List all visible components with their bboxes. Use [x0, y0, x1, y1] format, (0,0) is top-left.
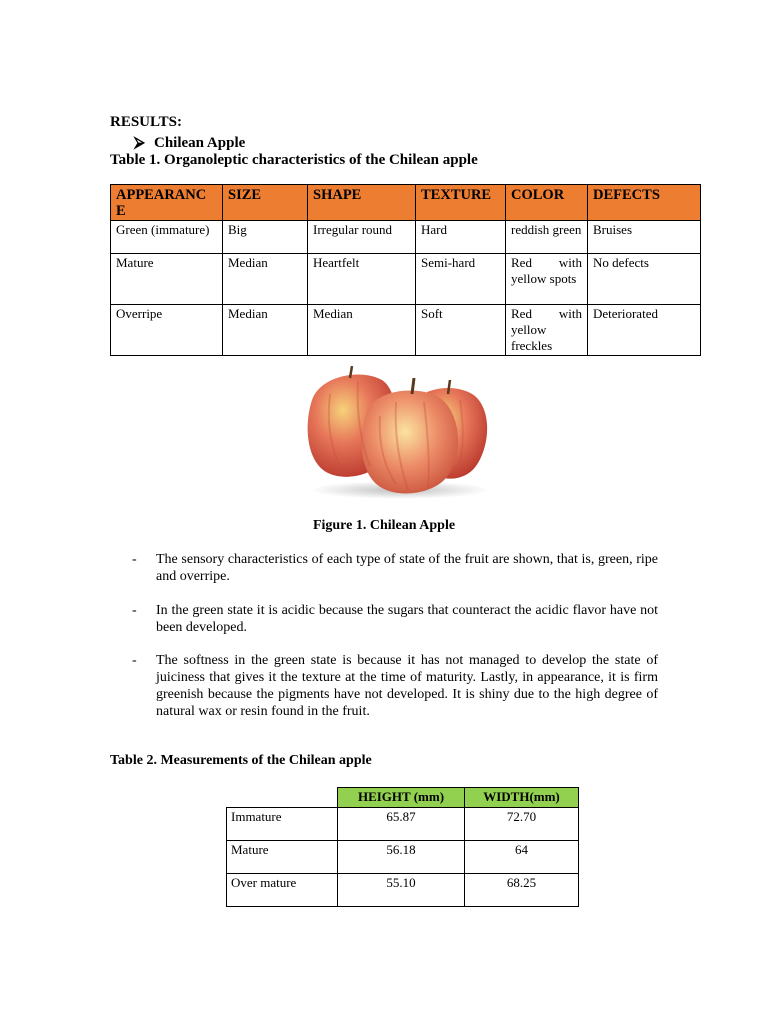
table-row	[227, 808, 579, 841]
table-cell: Median	[223, 305, 308, 356]
table-cell: Semi-hard	[416, 254, 506, 305]
three-apples-image	[300, 366, 492, 500]
table-cell: Big	[223, 221, 308, 254]
paragraph-text: The sensory characteristics of each type of state of the fruit are shown, that is, green, ripe and overripe.	[156, 552, 658, 584]
header-size: SIZE	[223, 185, 308, 221]
measurements-table	[226, 787, 579, 907]
figure-caption: Figure 1. Chilean Apple	[312, 518, 456, 533]
table-cell: Red with yellow spots	[506, 254, 588, 305]
dash-bullet: -	[132, 653, 137, 668]
height-value: 65.87	[338, 808, 465, 841]
table-cell: Median	[223, 254, 308, 305]
table1-caption: Table 1. Organoleptic characteristics of the Chilean apple	[110, 152, 478, 168]
organoleptic-table	[110, 184, 701, 356]
table-cell: Overripe	[111, 305, 223, 356]
dash-bullet: -	[132, 603, 137, 618]
table-header-row	[111, 185, 701, 221]
table-cell: Red with yellow freckles	[506, 305, 588, 356]
list-item	[132, 652, 658, 720]
table-cell: reddish green	[506, 221, 588, 254]
table-cell: No defects	[588, 254, 701, 305]
row-label: Mature	[227, 841, 338, 874]
table-row	[227, 874, 579, 907]
header-shape: SHAPE	[308, 185, 416, 221]
list-item	[132, 551, 658, 585]
arrow-right-icon: ⮚	[134, 135, 145, 151]
table-cell: Irregular round	[308, 221, 416, 254]
dash-bullet: -	[132, 552, 137, 567]
width-value: 64	[465, 841, 579, 874]
table-row	[227, 841, 579, 874]
table-cell: Heartfelt	[308, 254, 416, 305]
header-texture: TEXTURE	[416, 185, 506, 221]
paragraph-text: In the green state it is acidic because the sugars that counteract the acidic flavor have not been developed.	[156, 603, 658, 635]
section-title-row	[134, 134, 245, 152]
table-cell: Bruises	[588, 221, 701, 254]
section-title: Chilean Apple	[154, 135, 246, 151]
row-label: Over mature	[227, 874, 338, 907]
table-row	[111, 221, 701, 254]
empty-header-cell	[227, 788, 338, 808]
height-value: 56.18	[338, 841, 465, 874]
header-height: HEIGHT (mm)	[338, 788, 465, 808]
results-heading: RESULTS:	[110, 114, 182, 130]
header-color: COLOR	[506, 185, 588, 221]
height-value: 55.10	[338, 874, 465, 907]
header-defects: DEFECTS	[588, 185, 701, 221]
table-cell: Mature	[111, 254, 223, 305]
table-cell: Hard	[416, 221, 506, 254]
row-label: Immature	[227, 808, 338, 841]
paragraph-text: The softness in the green state is because it has not managed to develop the state of juiciness that gives it the texture at the time of maturity. Lastly, in appearance, it is firm greenish because the pigments have not developed. It is shiny due to the high degree of natural wax or resin found in the fruit.	[156, 653, 658, 719]
header-width: WIDTH(mm)	[465, 788, 579, 808]
table-cell: Median	[308, 305, 416, 356]
table-row	[111, 254, 701, 305]
table-cell: Deteriorated	[588, 305, 701, 356]
table2-caption: Table 2. Measurements of the Chilean apple	[110, 753, 372, 768]
table-row	[111, 305, 701, 356]
table-header-row	[227, 788, 579, 808]
table-cell: Soft	[416, 305, 506, 356]
header-appearance: APPEARANC E	[111, 185, 223, 221]
list-item	[132, 602, 658, 636]
table-cell: Green (immature)	[111, 221, 223, 254]
width-value: 68.25	[465, 874, 579, 907]
width-value: 72.70	[465, 808, 579, 841]
